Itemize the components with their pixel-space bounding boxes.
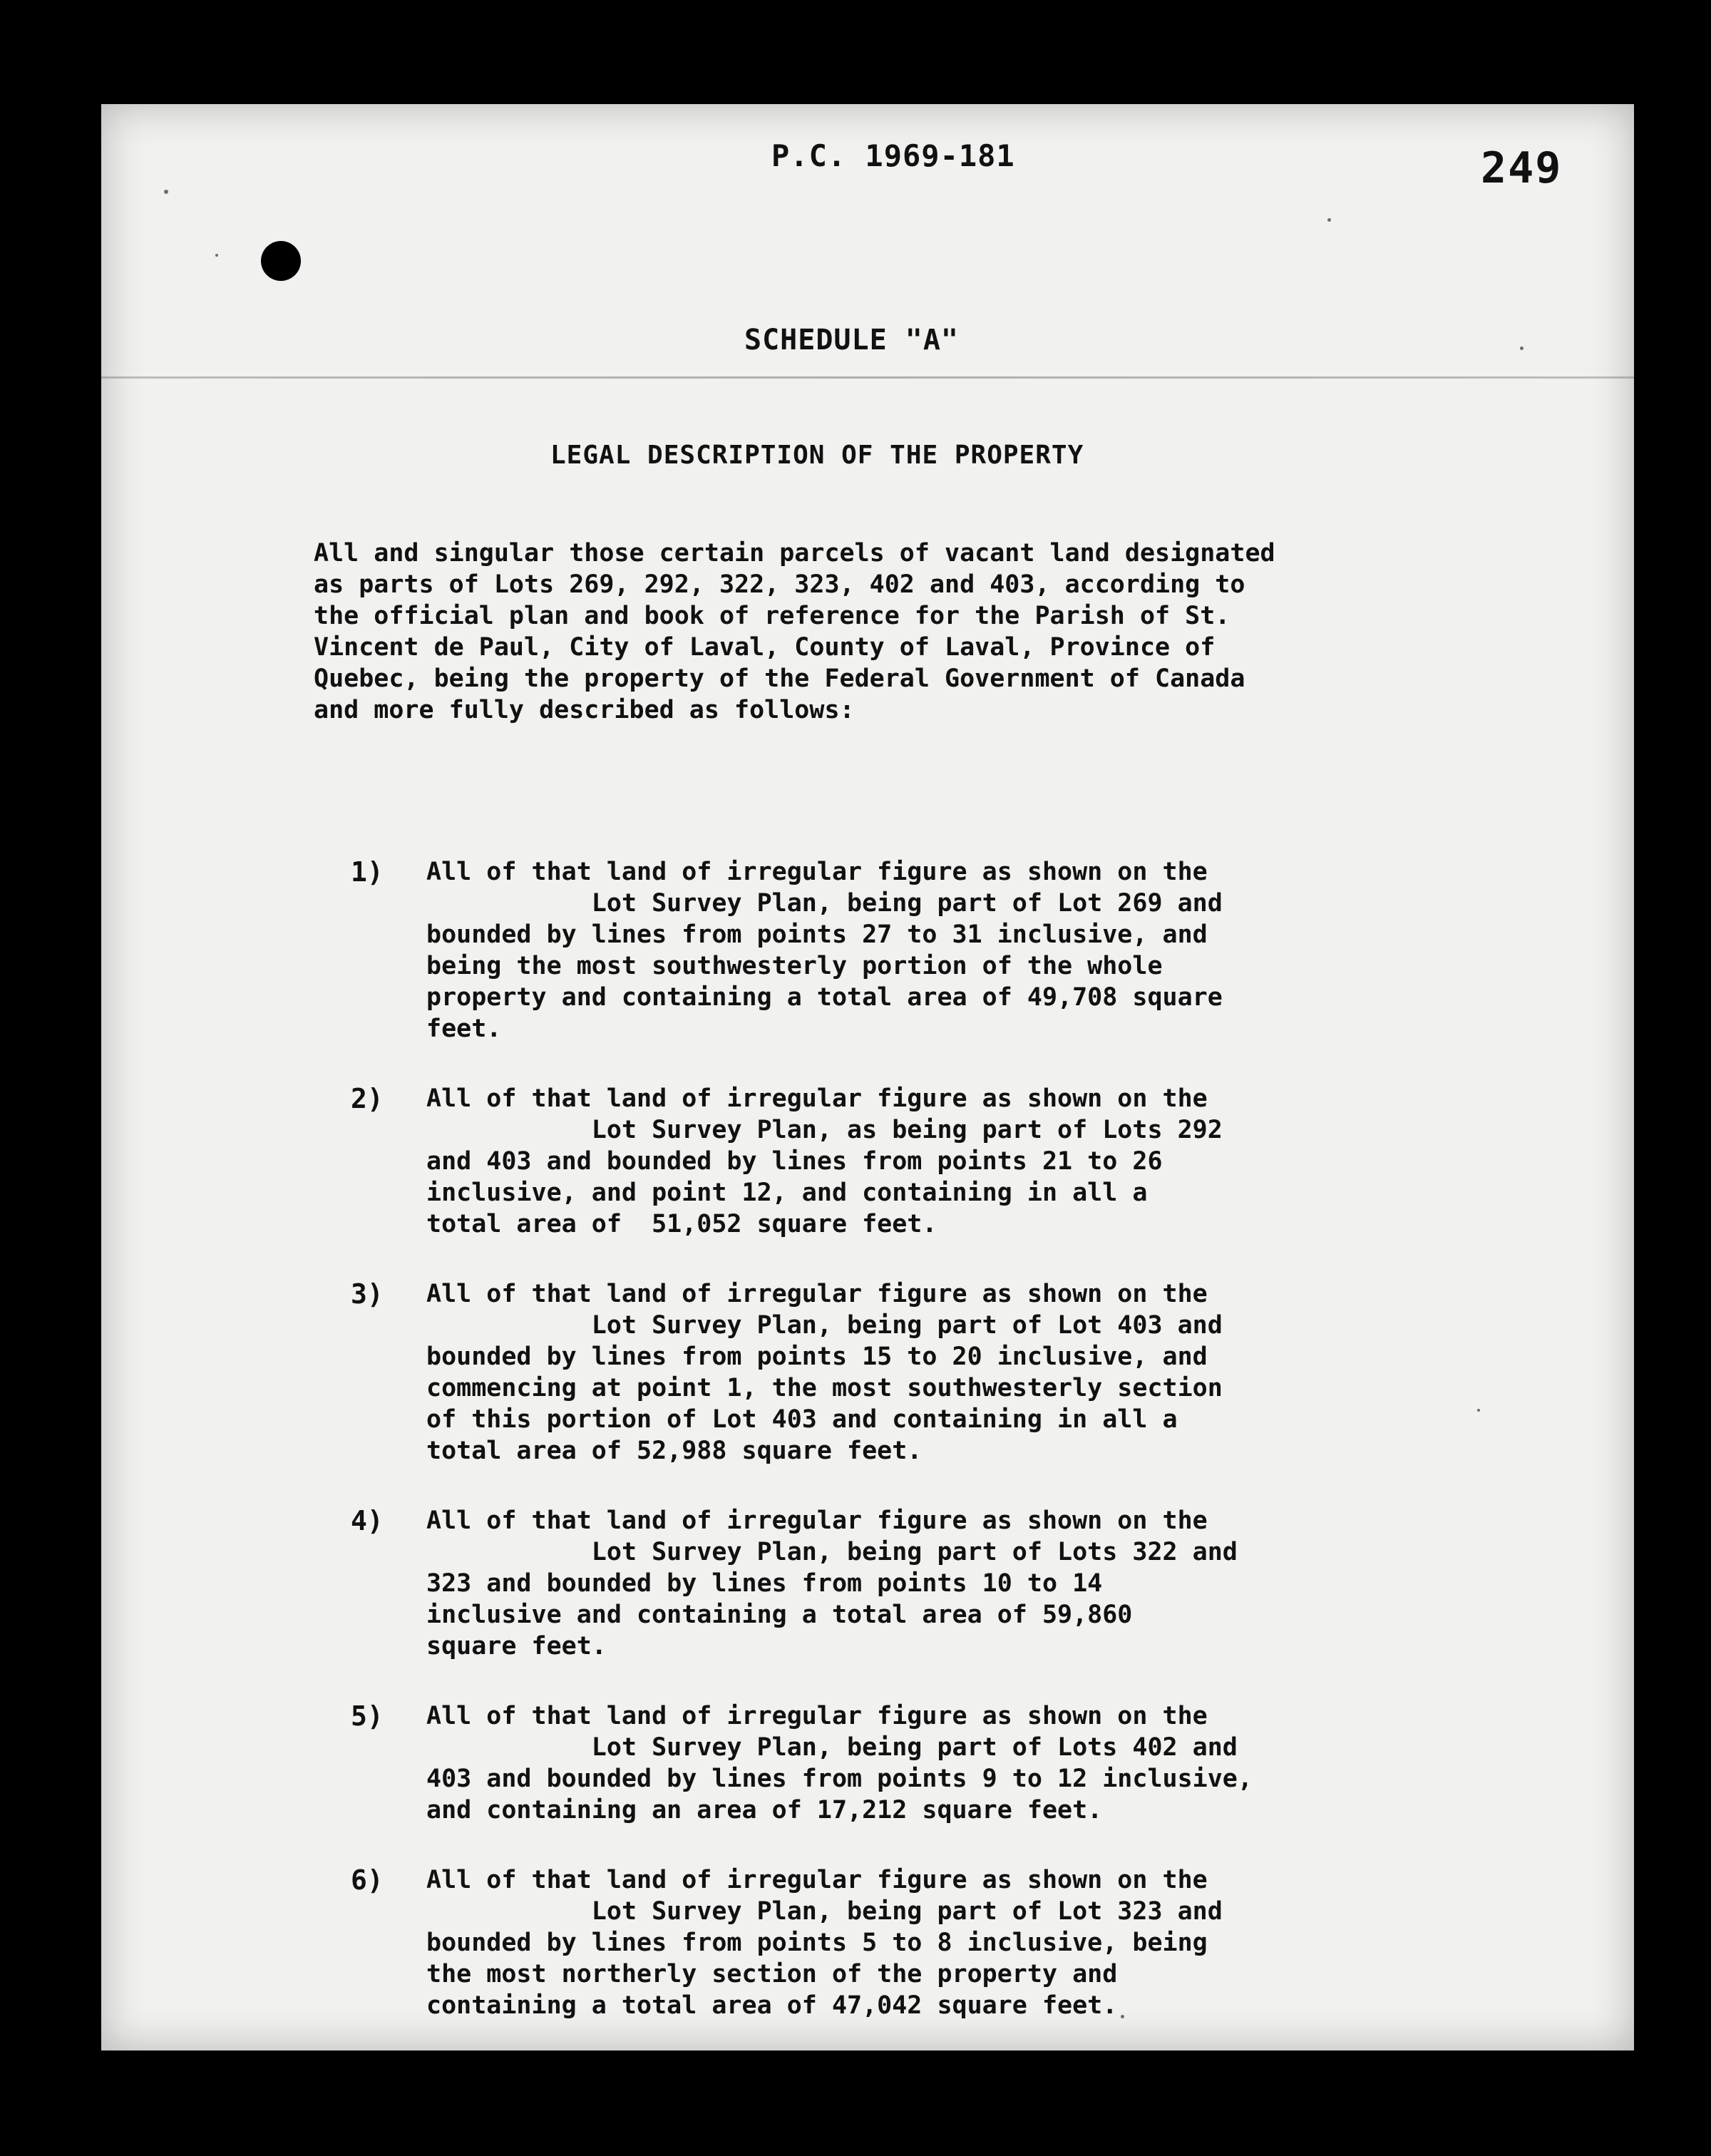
order-reference: P.C. 1969-181 — [771, 138, 1015, 173]
parcel-item — [351, 1505, 1527, 1662]
parcel-number: 6) — [351, 1864, 384, 1896]
paper-speck — [1520, 346, 1524, 350]
parcel-item — [351, 856, 1527, 1044]
parcel-description: All of that land of irregular figure as shown on the Lot Survey Plan, being part of Lots 322 and 323 and bounded by lines from points 10 to 14 inclusive and containing a total area of 59,860 square feet. — [426, 1506, 1238, 1660]
intro-paragraph: All and singular those certain parcels of vacant land designated as parts of Lots 269, 292, 322, 323, 402 and 403, according to the official plan and book of reference for the Parish of St. Vincent de Paul, City of Laval, County of Laval, Province of Quebec, being the property of the Federal Government of Canada and more fully described as follows: — [314, 539, 1275, 724]
parcel-description: All of that land of irregular figure as shown on the Lot Survey Plan, as being part of Lots 292 and 403 and bounded by lines from points 21 to 26 inclusive, and point 12, and containing in all a total area of 51,052 square feet. — [426, 1084, 1223, 1238]
parcel-item — [351, 1083, 1527, 1240]
document-page — [101, 104, 1634, 2050]
parcel-list — [351, 856, 1527, 2050]
paper-speck — [1477, 1409, 1480, 1412]
parcel-number: 4) — [351, 1505, 384, 1536]
parcel-number: 5) — [351, 1700, 384, 1732]
parcel-item — [351, 1278, 1527, 1467]
schedule-title: SCHEDULE "A" — [744, 324, 959, 356]
parcel-number: 3) — [351, 1278, 384, 1310]
punch-hole-mark — [261, 241, 301, 281]
parcel-number: 2) — [351, 1083, 384, 1114]
parcel-description: All of that land of irregular figure as shown on the Lot Survey Plan, being part of Lot 403 and bounded by lines from points 15 to 20 inclusive, and commencing at point 1, the most southwesterly section of this portion of Lot 403 and containing in all a total area of 52,988 square feet. — [426, 1280, 1223, 1465]
parcel-number: 1) — [351, 856, 384, 888]
parcel-item — [351, 1864, 1527, 2021]
paper-speck — [1327, 218, 1331, 222]
paper-speck — [215, 254, 218, 257]
parcel-description: All of that land of irregular figure as shown on the Lot Survey Plan, being part of Lot 269 and bounded by lines from points 27 to 31 inclusive, and being the most southwesterly portion of the whole property and containing a total area of 49,708 square feet. — [426, 858, 1223, 1043]
paper-speck — [164, 190, 168, 194]
section-title: LEGAL DESCRIPTION OF THE PROPERTY — [550, 441, 1084, 470]
parcel-item — [351, 1700, 1527, 1826]
paper-speck — [1121, 2015, 1124, 2018]
page-number: 249 — [1481, 143, 1563, 193]
fold-line — [101, 376, 1634, 379]
parcel-description: All of that land of irregular figure as shown on the Lot Survey Plan, being part of Lots 402 and 403 and bounded by lines from points 9 to 12 inclusive, and containing an area of 17,212 square feet. — [426, 1702, 1253, 1824]
parcel-description: All of that land of irregular figure as shown on the Lot Survey Plan, being part of Lot 323 and bounded by lines from points 5 to 8 inclusive, being the most northerly section of the property and containing a total area of 47,042 square feet. — [426, 1866, 1223, 2020]
